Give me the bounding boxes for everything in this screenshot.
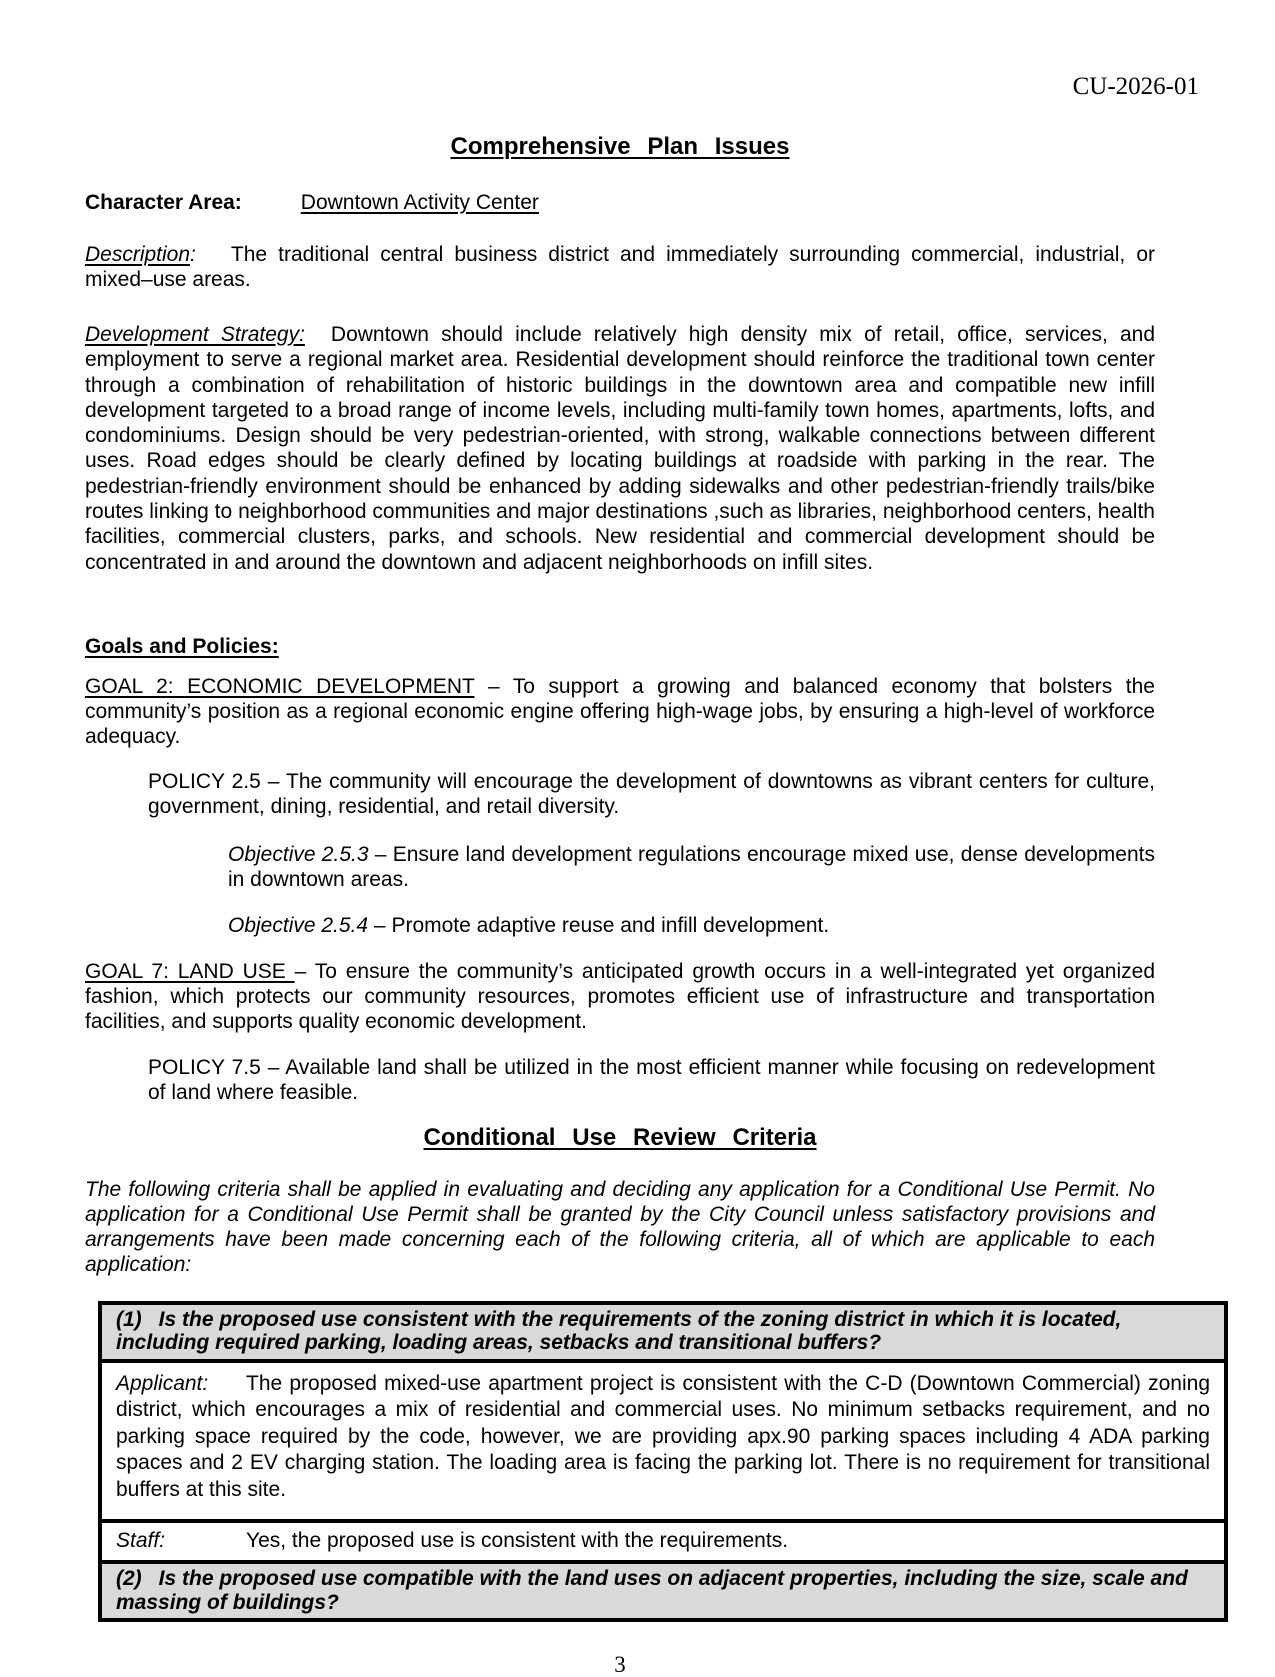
objective-2-5-3-paragraph <box>228 842 1155 892</box>
development-strategy-paragraph <box>85 322 1155 575</box>
tab-spacer <box>305 340 331 341</box>
criteria-intro-paragraph: The following criteria shall be applied in evaluating and deciding any application for a Conditional Use Permit. No application for a Conditional Use Permit shall be granted by the City Council unless satisfactory provisions and arrangements have been made concerning each of the following criteria, all of which are applicable to each application: <box>85 1177 1155 1276</box>
criteria-row-applicant-response-1 <box>102 1363 1224 1524</box>
applicant-response-text: The proposed mixed-use apartment project is consistent with the C-D (Downtown Commercial) zoning district, which encourages a mix of residential and commercial uses. No minimum setbacks requirement, and no parking space required by the code, however, we are providing apx.90 parking spaces including 4 ADA parking spaces and 2 EV charging station. The loading area is facing the parking lot. There is no requirement for transitional buffers at this site. <box>116 1371 1210 1501</box>
criteria-row-question-2 <box>102 1564 1224 1618</box>
tab-spacer <box>196 260 231 261</box>
character-area-value: Downtown Activity Center <box>300 191 539 214</box>
goal-2-text: – To support a growing and balanced economy that bolsters the community’s position as a regional economic engine offering high-wage jobs, by ensuring a high-level of workforce adequacy. <box>85 674 1155 748</box>
question-1-text: Is the proposed use consistent with the requirements of the zoning district in which it is located, including required parking, loading areas, setbacks and transitional buffers? <box>116 1307 1122 1355</box>
question-2-text: Is the proposed use compatible with the land uses on adjacent properties, including the size, scale and massing of buildings? <box>116 1567 1188 1614</box>
description-paragraph <box>85 242 1155 292</box>
criteria-row-staff-response-1 <box>102 1523 1224 1564</box>
page-number: 3 <box>614 1652 626 1677</box>
goal-2-label: GOAL 2: ECONOMIC DEVELOPMENT <box>85 674 475 698</box>
policy-7-5-paragraph: POLICY 7.5 – Available land shall be utilized in the most efficient manner while focusing on redevelopment of land where feasible. <box>148 1055 1155 1104</box>
goal-7-label: GOAL 7: LAND USE <box>85 959 295 983</box>
goal-7-paragraph <box>85 959 1155 1034</box>
character-area-line <box>85 190 1155 215</box>
criteria-table <box>98 1301 1228 1623</box>
objective-2-5-3-text: – Ensure land development regulations encourage mixed use, dense developments in downtown areas. <box>228 842 1155 891</box>
objective-2-5-4-label: Objective 2.5.4 <box>228 913 369 937</box>
page-title-text: Comprehensive Plan Issues <box>450 133 790 160</box>
criteria-section-title <box>85 1124 1155 1152</box>
case-number: CU-2026-01 <box>1072 73 1199 100</box>
development-strategy-text: Downtown should include relatively high density mix of retail, office, services, and employment to serve a regional market area. Residential development should reinforce the traditional town center through a combination of rehabilitation of historic buildings in the downtown area and compatible new infill development targeted to a broad range of income levels, including multi-family town homes, apartments, lofts, and condominiums. Design should be very pedestrian-oriented, with strong, walkable connections between different uses. Road edges should be clearly defined by locating buildings at roadside with parking in the rear. The pedestrian-friendly environment should be enhanced by adding sidewalks and other pedestrian-friendly trails/bike routes linking to neighborhood communities and major destinations ,such as libraries, neighborhood centers, health facilities, commercial clusters, parks, and schools. New residential and commercial development should be concentrated in and around the downtown and adjacent neighborhoods on infill sites. <box>85 323 1155 574</box>
objective-2-5-3-label: Objective 2.5.3 <box>228 842 369 866</box>
criteria-row-question-1 <box>102 1305 1224 1363</box>
staff-response-text: Yes, the proposed use is consistent with the requirements. <box>246 1529 789 1553</box>
question-1-number: (1) <box>116 1307 142 1331</box>
goals-and-policies-heading: Goals and Policies: <box>85 634 279 658</box>
description-label: Description <box>85 243 191 266</box>
description-colon: : <box>190 243 196 266</box>
staff-label: Staff: <box>116 1529 166 1553</box>
description-text: The traditional central business district and immediately surrounding commercial, industrial, or mixed–use areas. <box>85 243 1155 291</box>
goal-2-paragraph <box>85 674 1155 749</box>
page-title <box>85 133 1155 161</box>
criteria-section-title-text: Conditional Use Review Criteria <box>423 1123 817 1151</box>
question-2-number: (2) <box>116 1567 142 1591</box>
development-strategy-label: Development Strategy: <box>85 323 305 346</box>
policy-2-5-paragraph: POLICY 2.5 – The community will encourage the development of downtowns as vibrant centers for culture, government, dining, residential, and retail diversity. <box>148 769 1155 818</box>
objective-2-5-4-text: – Promote adaptive reuse and infill development. <box>368 913 830 937</box>
applicant-label: Applicant: <box>116 1371 209 1395</box>
character-area-label: Character Area: <box>85 191 242 214</box>
tab-spacer <box>242 208 301 209</box>
objective-2-5-4-paragraph <box>228 913 1155 938</box>
goal-7-text: – To ensure the community’s anticipated growth occurs in a well-integrated yet organized fashion, which protects our community resources, promotes efficient use of infrastructure and transportation facilities, and supports quality economic development. <box>85 959 1155 1033</box>
